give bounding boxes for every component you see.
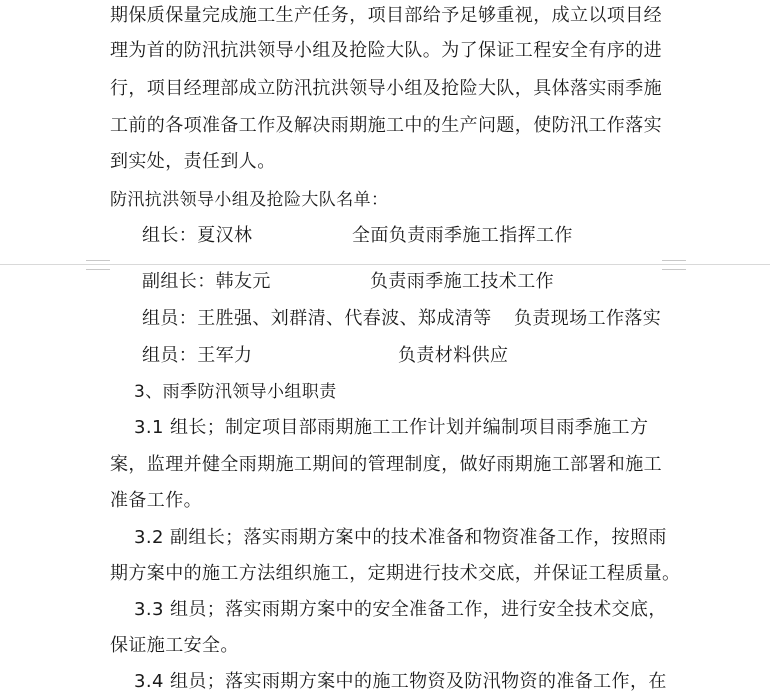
roster-title: 防汛抗洪领导小组及抢险大队名单： — [110, 190, 389, 210]
roster-row — [142, 224, 573, 248]
roster-role: 组员：王胜强、刘群清、代春波、郑成清等 — [142, 308, 492, 329]
page-break-marker — [86, 260, 110, 270]
roster-role: 副组长：韩友元 — [142, 271, 271, 292]
roster-row — [142, 270, 554, 294]
paragraph-line: 到实处，责任到人。 — [110, 151, 276, 172]
paragraph-line: 期保质保量完成施工生产任务，项目部给予足够重视，成立以项目经 — [110, 5, 662, 26]
page-break-marker — [662, 260, 686, 270]
roster-row — [142, 307, 662, 331]
paragraph-line: 工前的各项准备工作及解决雨期施工中的生产问题，使防汛工作落实 — [110, 115, 662, 136]
page-break-line — [0, 264, 770, 265]
roster-duty: 全面负责雨季施工指挥工作 — [352, 225, 573, 246]
paragraph-line: 准备工作。 — [110, 490, 202, 511]
roster-duty: 负责现场工作落实 — [514, 308, 662, 329]
paragraph-line: 3.1 组长；制定项目部雨期施工工作计划并编制项目雨季施工方 — [134, 417, 649, 438]
roster-duty: 负责雨季施工技术工作 — [370, 271, 554, 292]
roster-row — [142, 344, 509, 368]
paragraph-line: 行，项目经理部成立防汛抗洪领导小组及抢险大队，具体落实雨季施 — [110, 78, 662, 99]
section-heading: 3、雨季防汛领导小组职责 — [134, 382, 337, 402]
roster-duty: 负责材料供应 — [398, 345, 509, 366]
paragraph-line: 保证施工安全。 — [110, 635, 239, 656]
paragraph-line: 理为首的防汛抗洪领导小组及抢险大队。为了保证工程安全有序的进 — [110, 40, 662, 61]
paragraph-line: 期方案中的施工方法组织施工，定期进行技术交底，并保证工程质量。 — [110, 563, 681, 584]
paragraph-line: 3.2 副组长；落实雨期方案中的技术准备和物资准备工作，按照雨 — [134, 527, 667, 548]
roster-role: 组长：夏汉林 — [142, 225, 253, 246]
paragraph-line: 3.3 组员；落实雨期方案中的安全准备工作，进行安全技术交底， — [134, 599, 667, 620]
roster-role: 组员：王军力 — [142, 345, 253, 366]
paragraph-line: 案，监理并健全雨期施工期间的管理制度，做好雨期施工部署和施工 — [110, 454, 662, 475]
paragraph-line: 3.4 组员；落实雨期方案中的施工物资及防汛物资的准备工作，在 — [134, 671, 667, 692]
